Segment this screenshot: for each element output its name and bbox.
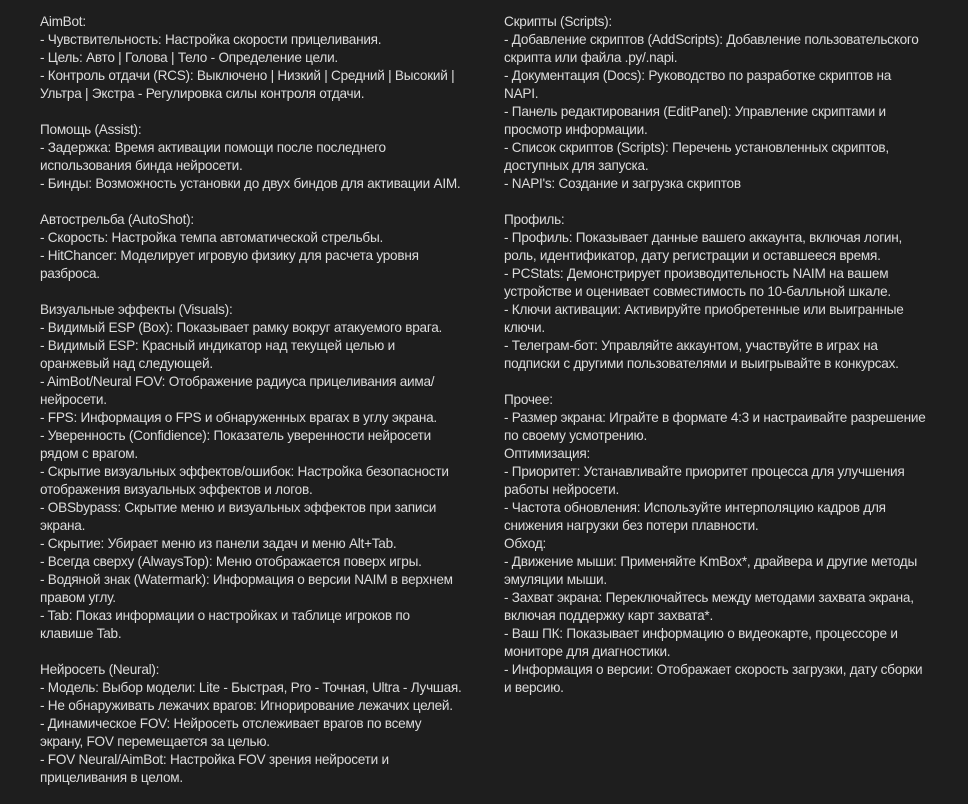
list-item: - Ключи активации: Активируйте приобретенные или выигранные [504,302,904,317]
section-heading: доступных для запуска. [504,158,649,173]
blank-line [40,643,500,661]
list-item: - Телеграм-бот: Управляйте аккаунтом, участвуйте в играх на [504,338,878,353]
list-item: - Задержка: Время активации помощи после последнего [40,140,386,155]
list-item: - Контроль отдачи (RCS): Выключено | Низкий | Средний | Высокий | [40,68,455,83]
section-heading: экрану, FOV перемещается за целью. [40,734,270,749]
list-item: - Tab: Показ информации о настройках и таблице игроков по [40,608,410,623]
list-item: - Модель: Выбор модели: Lite - Быстрая, Pro - Точная, Ultra - Лучшая. [40,680,462,695]
list-item: - Бинды: Возможность установки до двух биндов для активации AIM. [40,176,461,191]
section-heading: рядом с врагом. [40,446,138,461]
list-item: - FOV Neural/AimBot: Настройка FOV зрения нейросети и [40,752,389,767]
section-heading: Оптимизация: [504,446,591,461]
section-heading: Скрипты (Scripts): [504,14,612,29]
section-heading: разброса. [40,266,100,281]
list-item: - AimBot/Neural FOV: Отображение радиуса прицеливания аима/ [40,374,435,389]
section-heading: подписки с другими пользователями и выигрывайте в конкурсах. [504,356,899,371]
list-item: - Информация о версии: Отображает скорость загрузки, дату сборки [504,662,923,677]
section-heading: эмуляции мыши. [504,572,607,587]
section-heading: Автострельба (AutoShot): [40,212,194,227]
section-heading: работы нейросети. [504,482,619,497]
section-heading: NAPI. [504,86,539,101]
list-item: - Скрытие: Убирает меню из панели задач и меню Alt+Tab. [40,536,397,551]
section-heading: и версию. [504,680,564,695]
section-heading: Профиль: [504,212,565,227]
list-item: - Цель: Авто | Голова | Тело - Определение цели. [40,50,338,65]
section-heading: AimBot: [40,14,86,29]
list-item: - Документация (Docs): Руководство по разработке скриптов на [504,68,892,83]
list-item: - PCStats: Демонстрирует производительность NAIM на вашем [504,266,889,281]
list-item: - Список скриптов (Scripts): Перечень установленных скриптов, [504,140,889,155]
section-heading: экрана. [40,518,86,533]
section-heading: Обход: [504,536,547,551]
blank-line [40,193,500,211]
section-heading: Нейросеть (Neural): [40,662,160,677]
list-item: - OBSbypass: Скрытие меню и визуальных эффектов при записи [40,500,437,515]
section-heading: скрипта или файла .py/.napi. [504,50,678,65]
right-column [504,13,964,697]
list-item: - Движение мыши: Применяйте KmBox*, драйвера и другие методы [504,554,918,569]
blank-line [504,373,964,391]
section-heading: устройстве и оценивает совместимость по 10-балльной шкале. [504,284,891,299]
list-item: - FPS: Информация о FPS и обнаруженных врагах в углу экрана. [40,410,437,425]
list-item: - Частота обновления: Используйте интерполяцию кадров для [504,500,886,515]
section-heading: использования бинда нейросети. [40,158,243,173]
section-heading: по своему усмотрению. [504,428,647,443]
list-item: - Добавление скриптов (AddScripts): Добавление пользовательского [504,32,919,47]
section-heading: просмотр информации. [504,122,648,137]
list-item: - Чувствительность: Настройка скорости прицеливания. [40,32,382,47]
section-heading: ключи. [504,320,545,335]
list-item: - NAPI's: Создание и загрузка скриптов [504,176,741,191]
blank-line [40,103,500,121]
list-item: - Водяной знак (Watermark): Информация о версии NAIM в верхнем [40,572,453,587]
list-item: - Уверенность (Confidience): Показатель уверенности нейросети [40,428,432,443]
blank-line [40,283,500,301]
list-item: - Скорость: Настройка темпа автоматической стрельбы. [40,230,383,245]
blank-line [504,193,964,211]
list-item: - Динамическое FOV: Нейросеть отслеживает врагов по всему [40,716,422,731]
section-heading: оранжевый над следующей. [40,356,213,371]
section-heading: клавише Tab. [40,626,122,641]
list-item: - Видимый ESP (Box): Показывает рамку вокруг атакуемого врага. [40,320,443,335]
list-item: - Профиль: Показывает данные вашего аккаунта, включая логин, [504,230,903,245]
section-heading: роль, идентификатор, дату регистрации и оставшееся время. [504,248,881,263]
section-heading: нейросети. [40,392,107,407]
section-heading: мониторе для диагностики. [504,644,671,659]
section-heading: снижения нагрузки без потери плавности. [504,518,759,533]
list-item: - Скрытие визуальных эффектов/ошибок: Настройка безопасности [40,464,449,479]
list-item: - Ваш ПК: Показывает информацию о видеокарте, процессоре и [504,626,898,641]
section-heading: Ультра | Экстра - Регулировка силы контроля отдачи. [40,86,365,101]
section-heading: Помощь (Assist): [40,122,142,137]
section-heading: Визуальные эффекты (Visuals): [40,302,233,317]
section-heading: прицеливания в целом. [40,770,183,785]
section-heading: отображения визуальных эффектов и логов. [40,482,313,497]
section-heading: включая поддержку карт захвата*. [504,608,713,623]
section-heading: Прочее: [504,392,553,407]
left-column [40,13,500,787]
list-item: - Захват экрана: Переключайтесь между методами захвата экрана, [504,590,914,605]
list-item: - Видимый ESP: Красный индикатор над текущей целью и [40,338,395,353]
list-item: - Всегда сверху (AlwaysTop): Меню отображается поверх игры. [40,554,422,569]
list-item: - Не обнаруживать лежачих врагов: Игнорирование лежачих целей. [40,698,453,713]
section-heading: правом углу. [40,590,116,605]
list-item: - Панель редактирования (EditPanel): Управление скриптами и [504,104,886,119]
list-item: - HitChancer: Моделирует игровую физику для расчета уровня [40,248,419,263]
list-item: - Размер экрана: Играйте в формате 4:3 и настраивайте разрешение [504,410,926,425]
list-item: - Приоритет: Устанавливайте приоритет процесса для улучшения [504,464,905,479]
